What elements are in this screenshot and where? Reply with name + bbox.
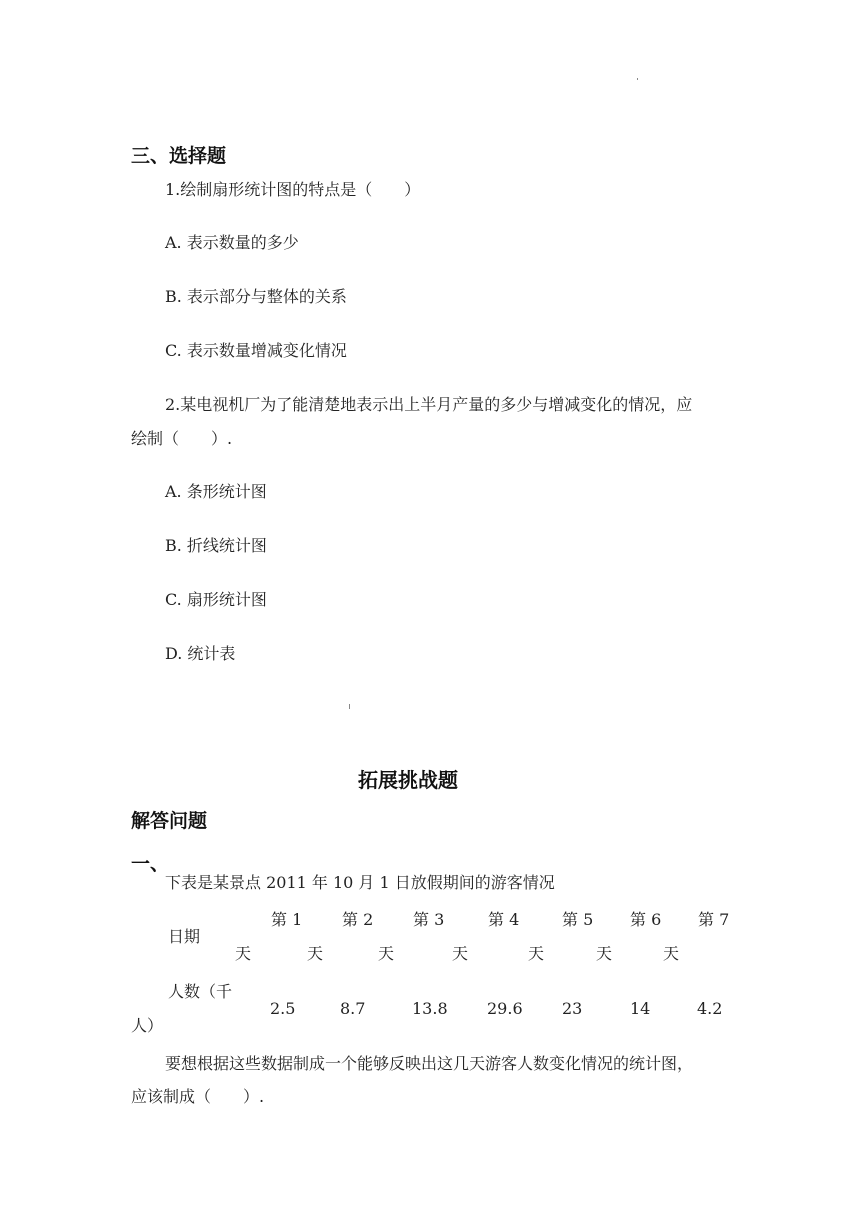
table-count-cell: 8.7 — [340, 999, 366, 1018]
question-2-option-a: A. 条形统计图 — [165, 482, 267, 501]
extension-title: 拓展挑战题 — [358, 768, 458, 792]
question-1-option-a: A. 表示数量的多少 — [165, 233, 299, 252]
table-count-cell: 23 — [562, 999, 583, 1018]
table-day-suffix: 天 — [663, 944, 680, 963]
table-day-header: 第 5 — [562, 910, 594, 929]
question-2-option-b: B. 折线统计图 — [165, 536, 267, 555]
table-count-cell: 4.2 — [697, 999, 723, 1018]
table-count-cell: 14 — [630, 999, 651, 1018]
question-1-option-c: C. 表示数量增减变化情况 — [165, 341, 347, 360]
table-day-suffix: 天 — [378, 944, 395, 963]
table-day-suffix: 天 — [452, 944, 469, 963]
stray-mark — [637, 78, 638, 80]
section-heading: 三、选择题 — [131, 145, 227, 167]
stray-mark — [349, 704, 350, 709]
table-intro: 下表是某景点 2011 年 10 月 1 日放假期间的游客情况 — [165, 873, 555, 892]
table-row-label-count-line-2: 人） — [131, 1016, 164, 1035]
question-2-stem-line-1: 2.某电视机厂为了能清楚地表示出上半月产量的多少与增减变化的情况，应 — [165, 395, 693, 414]
table-day-suffix: 天 — [307, 944, 324, 963]
table-day-header: 第 1 — [271, 910, 303, 929]
table-count-cell: 2.5 — [270, 999, 296, 1018]
table-day-header: 第 3 — [413, 910, 445, 929]
table-count-cell: 29.6 — [487, 999, 523, 1018]
question-1-option-b: B. 表示部分与整体的关系 — [165, 287, 347, 306]
table-day-header: 第 2 — [342, 910, 374, 929]
table-row-label-date: 日期 — [168, 927, 201, 946]
extension-question-line-2: 应该制成（ ）. — [131, 1087, 265, 1106]
question-2-option-c: C. 扇形统计图 — [165, 590, 267, 609]
question-1-stem: 1.绘制扇形统计图的特点是（ ） — [165, 180, 421, 199]
table-day-header: 第 6 — [630, 910, 662, 929]
table-count-cell: 13.8 — [412, 999, 448, 1018]
extension-question-line-1: 要想根据这些数据制成一个能够反映出这几天游客人数变化情况的统计图， — [165, 1054, 694, 1073]
table-day-header: 第 7 — [698, 910, 730, 929]
table-day-header: 第 4 — [488, 910, 520, 929]
table-day-suffix: 天 — [596, 944, 613, 963]
table-row-label-count-line-1: 人数（千 — [168, 982, 233, 1001]
part-label: 一、 — [131, 853, 170, 875]
question-2-stem-line-2: 绘制（ ）. — [131, 429, 233, 448]
table-day-suffix: 天 — [528, 944, 545, 963]
question-2-option-d: D. 统计表 — [165, 644, 236, 663]
table-day-suffix: 天 — [235, 944, 252, 963]
extension-subheading: 解答问题 — [131, 810, 208, 832]
